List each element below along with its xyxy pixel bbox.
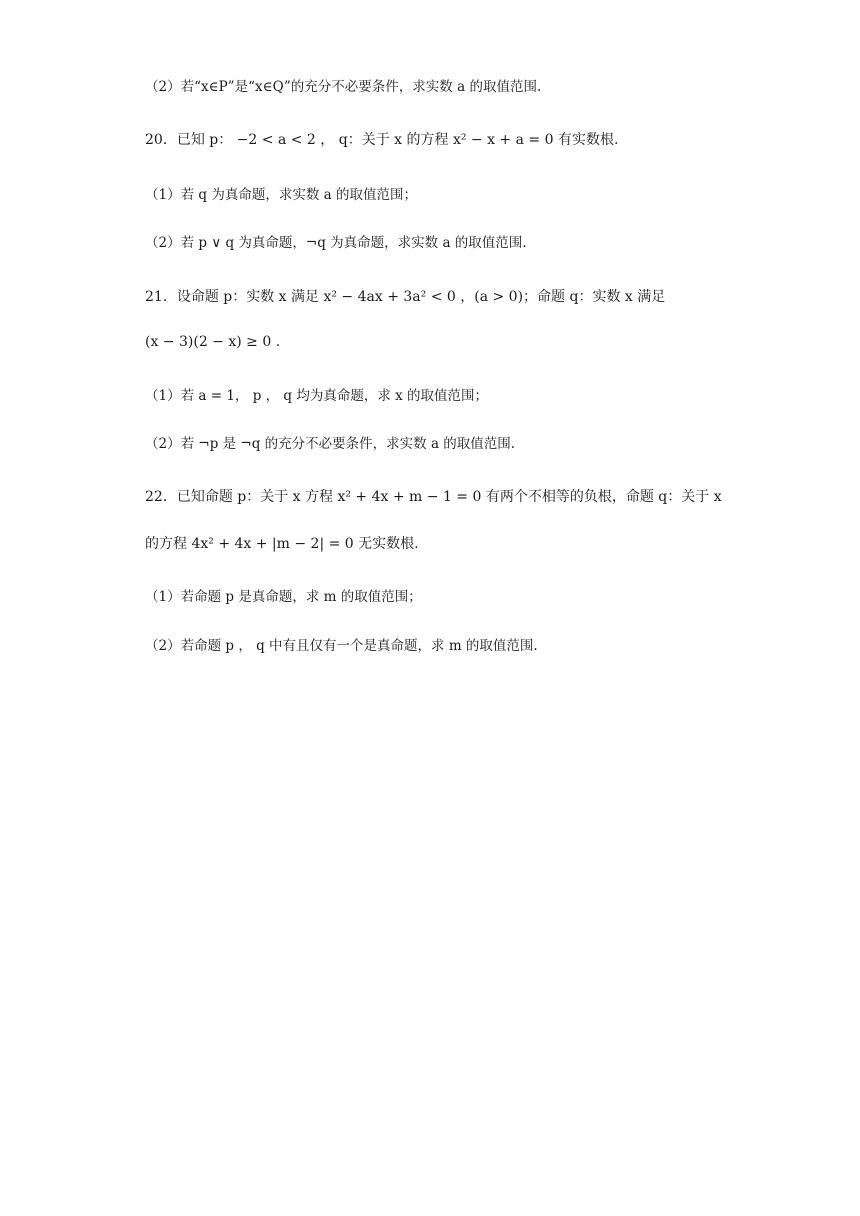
q20-part2: （2）若 p ∨ q 为真命题，¬q 为真命题，求实数 a 的取值范围.: [145, 235, 527, 251]
q20-part1: （1）若 q 为真命题，求实数 a 的取值范围；: [145, 187, 417, 203]
q22-stem-line1: 22．已知命题 p：关于 x 方程 x² + 4x + m − 1 = 0 有两个不相等的负根，命题 q：关于 x: [145, 489, 722, 505]
q19-part2: （2）若“x∈P”是“x∈Q”的充分不必要条件，求实数 a 的取值范围.: [145, 79, 542, 95]
q21-part2: （2）若 ¬p 是 ¬q 的充分不必要条件，求实数 a 的取值范围.: [145, 436, 516, 452]
q22-part2: （2）若命题 p ， q 中有且仅有一个是真命题，求 m 的取值范围.: [145, 638, 538, 654]
q22-part1: （1）若命题 p 是真命题，求 m 的取值范围；: [145, 589, 422, 605]
q21-stem-line1: 21．设命题 p：实数 x 满足 x² − 4ax + 3a² < 0 ，(a > 0)；命题 q：实数 x 满足: [145, 289, 666, 305]
q21-part1: （1）若 a = 1， p ， q 均为真命题，求 x 的取值范围；: [145, 388, 489, 404]
q21-stem-line2: (x − 3)(2 − x) ≥ 0 .: [145, 334, 281, 350]
q22-stem-line2: 的方程 4x² + 4x + |m − 2| = 0 无实数根.: [145, 536, 419, 552]
q20-stem: 20．已知 p： −2 < a < 2 ， q：关于 x 的方程 x² − x + a = 0 有实数根.: [145, 132, 619, 148]
